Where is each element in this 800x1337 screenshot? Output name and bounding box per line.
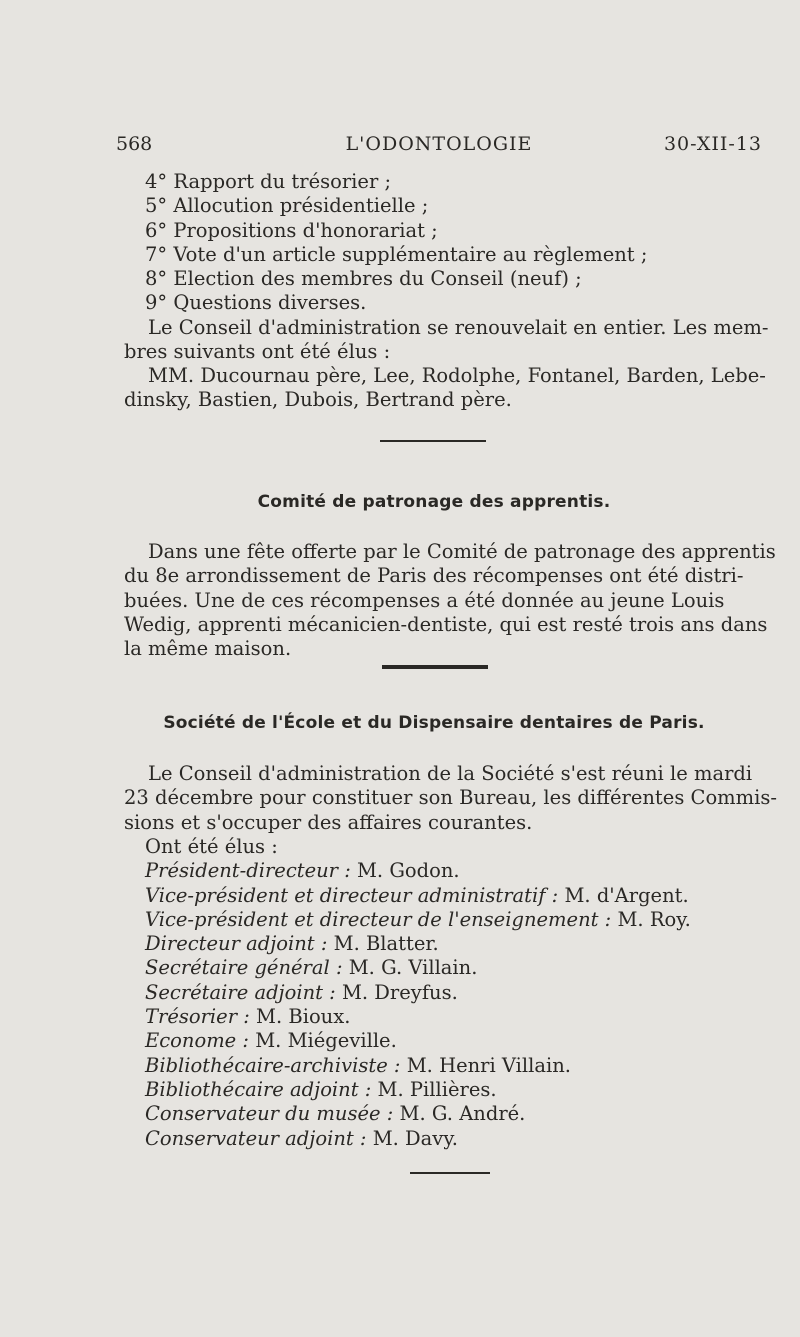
paragraph-line: dinsky, Bastien, Dubois, Bertrand père. xyxy=(124,388,512,412)
members-paragraph xyxy=(124,364,766,413)
officer-name: M. G. Villain. xyxy=(348,956,478,980)
officers-list xyxy=(145,835,743,1151)
officer-role: Secrétaire adjoint : xyxy=(145,980,336,1004)
officer-row xyxy=(145,1029,743,1053)
officer-role: Bibliothécaire adjoint : xyxy=(145,1077,372,1101)
officer-role: Trésorier : xyxy=(145,1005,250,1029)
officer-row xyxy=(145,1005,743,1029)
section-divider xyxy=(382,665,488,669)
paragraph-line: MM. Ducournau père, Lee, Rodolphe, Fontanel, Barden, Lebe- xyxy=(148,364,766,387)
societe-paragraph xyxy=(124,762,777,835)
issue-date: 30-XII-13 xyxy=(663,133,762,155)
officer-role: Vice-président et directeur de l'enseignement : xyxy=(145,907,612,931)
officer-row xyxy=(145,932,743,956)
agenda-item: 8° Election des membres du Conseil (neuf) ; xyxy=(145,267,582,291)
officer-name: M. Miégeville. xyxy=(255,1029,397,1053)
paragraph-line: bres suivants ont été élus : xyxy=(124,340,391,364)
agenda-item: 5° Allocution présidentielle ; xyxy=(145,194,429,218)
officer-name: M. Roy. xyxy=(617,907,691,931)
paragraph-line: Dans une fête offerte par le Comité de patronage des apprentis xyxy=(148,540,776,563)
officer-row xyxy=(145,859,743,883)
closing-divider xyxy=(410,1172,490,1174)
council-paragraph xyxy=(124,316,769,365)
officer-role: Président-directeur : xyxy=(145,859,351,883)
officer-row xyxy=(145,981,743,1005)
officer-role: Conservateur adjoint : xyxy=(145,1126,367,1150)
officer-role: Secrétaire général : xyxy=(145,956,343,980)
officer-name: M. Blatter. xyxy=(333,932,439,956)
agenda-item: 4° Rapport du trésorier ; xyxy=(145,170,392,193)
paragraph-line: 23 décembre pour constituer son Bureau, les différentes Commis- xyxy=(124,786,777,810)
journal-title: L'ODONTOLOGIE xyxy=(345,133,533,155)
apprentis-paragraph xyxy=(124,540,776,661)
paragraph-line: buées. Une de ces récompenses a été donnée au jeune Louis xyxy=(124,588,725,612)
officer-role: Directeur adjoint : xyxy=(145,932,328,956)
agenda-list xyxy=(145,170,743,316)
officer-name: M. G. André. xyxy=(399,1102,526,1126)
officer-name: M. d'Argent. xyxy=(564,883,689,907)
officer-row xyxy=(145,956,743,980)
paragraph-line: sions et s'occuper des affaires courantes. xyxy=(124,810,533,834)
paragraph-line: Le Conseil d'administration se renouvelait en entier. Les mem- xyxy=(148,316,769,339)
elected-intro: Ont été élus : xyxy=(145,835,278,858)
officer-row xyxy=(145,908,743,932)
officer-name: M. Pillières. xyxy=(377,1077,497,1101)
agenda-item: 9° Questions diverses. xyxy=(145,291,367,315)
page-number: 568 xyxy=(116,133,153,155)
officer-row xyxy=(145,1127,743,1151)
officer-role: Vice-président et directeur administratif : xyxy=(145,883,559,907)
paragraph-line: Wedig, apprenti mécanicien-dentiste, qui est resté trois ans dans xyxy=(124,612,768,636)
officer-row xyxy=(145,884,743,908)
officer-role: Conservateur du musée : xyxy=(145,1102,394,1126)
section-heading-apprentis: Comité de patronage des apprentis. xyxy=(257,492,611,512)
officer-name: M. Godon. xyxy=(356,859,460,883)
officer-name: M. Davy. xyxy=(372,1126,458,1150)
agenda-item: 6° Propositions d'honorariat ; xyxy=(145,218,438,242)
officer-name: M. Henri Villain. xyxy=(406,1053,571,1077)
officer-role: Bibliothécaire-archiviste : xyxy=(145,1053,401,1077)
paragraph-line: Le Conseil d'administration de la Société s'est réuni le mardi xyxy=(148,762,753,785)
officer-role: Econome : xyxy=(145,1029,249,1053)
officer-row xyxy=(145,1054,743,1078)
agenda-item: 7° Vote d'un article supplémentaire au règlement ; xyxy=(145,242,648,266)
paragraph-line: du 8e arrondissement de Paris des récompenses ont été distri- xyxy=(124,564,744,588)
officer-name: M. Bioux. xyxy=(256,1005,351,1029)
officer-name: M. Dreyfus. xyxy=(341,980,458,1004)
section-heading-societe: Société de l'École et du Dispensaire dentaires de Paris. xyxy=(163,713,705,733)
paragraph-line: la même maison. xyxy=(124,637,292,661)
section-divider xyxy=(380,440,486,442)
officer-row xyxy=(145,1102,743,1126)
running-header xyxy=(116,133,762,161)
officer-row xyxy=(145,1078,743,1102)
